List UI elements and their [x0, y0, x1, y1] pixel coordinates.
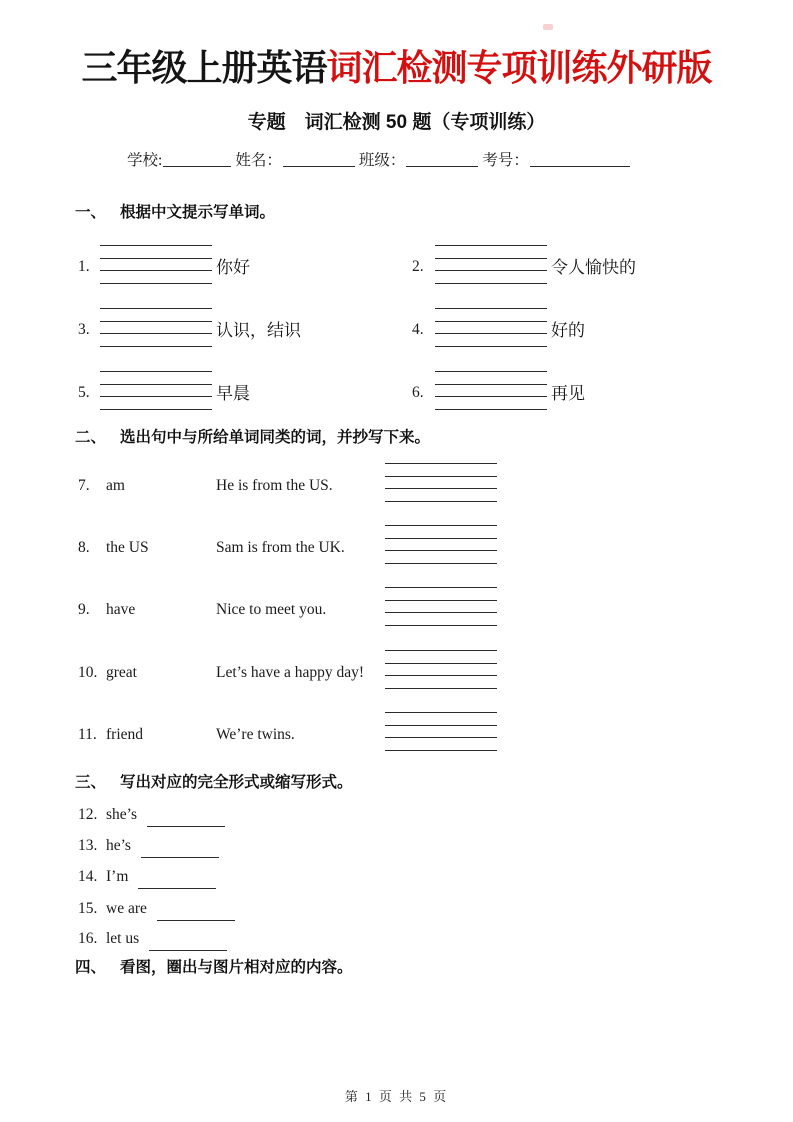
item-4-writing-grid — [435, 308, 547, 347]
item-5-hint: 早晨 — [216, 384, 250, 403]
class-label: 班级： — [358, 152, 406, 169]
item-16-row — [78, 930, 227, 948]
name-label: 姓名： — [235, 152, 282, 169]
item-11-number: 11. — [78, 726, 97, 743]
item-9-sentence: Nice to meet you. — [216, 601, 327, 618]
section-4-title: 看图，圈出与图片相对应的内容。 — [120, 959, 353, 976]
item-10-writing-grid — [385, 650, 497, 689]
item-9-number: 9. — [78, 601, 90, 618]
item-13-word: he’s — [106, 837, 131, 854]
item-2-hint: 令人愉快的 — [551, 258, 636, 277]
item-12-answer-blank — [147, 813, 225, 827]
section-3-number: 三、 — [75, 774, 107, 791]
item-10-word-group — [78, 664, 137, 682]
item-9-writing-grid — [385, 587, 497, 626]
section-1-number: 一、 — [75, 204, 107, 221]
item-10-word: great — [106, 664, 137, 681]
section-2-number: 二、 — [75, 429, 107, 446]
item-3-writing-grid — [100, 308, 212, 347]
item-8-word-group — [78, 539, 149, 557]
section-4-number: 四、 — [75, 959, 107, 976]
item-3-hint: 认识，结识 — [216, 321, 301, 340]
item-4-number: 4. — [412, 321, 424, 338]
item-14-number: 14. — [78, 868, 98, 885]
exam-no-blank — [530, 153, 630, 167]
item-5-number: 5. — [78, 384, 90, 401]
exam-no-label: 考号： — [482, 152, 529, 169]
item-15-row — [78, 900, 235, 918]
scan-speck — [543, 24, 553, 30]
section-1-title: 根据中文提示写单词。 — [120, 204, 276, 221]
item-16-answer-blank — [149, 937, 227, 951]
item-13-answer-blank — [141, 844, 219, 858]
item-8-writing-grid — [385, 525, 497, 564]
item-6-hint: 再见 — [551, 384, 585, 403]
item-10-sentence: Let’s have a happy day! — [216, 664, 365, 681]
item-12-word: she’s — [106, 806, 137, 823]
item-16-word: let us — [106, 930, 140, 947]
item-11-sentence: We’re twins. — [216, 726, 295, 743]
section-1-heading — [75, 203, 275, 223]
item-7-writing-grid — [385, 463, 497, 502]
item-4-hint: 好的 — [551, 321, 585, 340]
name-blank — [283, 153, 355, 167]
item-6-writing-grid — [435, 371, 547, 410]
item-11-writing-grid — [385, 712, 497, 751]
item-2-writing-grid — [435, 245, 547, 284]
item-10-number: 10. — [78, 664, 98, 681]
item-15-word: we are — [106, 900, 147, 917]
section-4-heading — [75, 958, 353, 978]
item-1-number: 1. — [78, 258, 90, 275]
item-1-hint: 你好 — [216, 258, 250, 277]
item-9-word: have — [106, 601, 136, 618]
section-2-title: 选出句中与所给单词同类的词，并抄写下来。 — [120, 429, 431, 446]
item-6-number: 6. — [412, 384, 424, 401]
school-label: 学校: — [127, 152, 163, 169]
item-1-writing-grid — [100, 245, 212, 284]
item-11-word: friend — [106, 726, 144, 743]
item-5-writing-grid — [100, 371, 212, 410]
item-14-answer-blank — [138, 875, 216, 889]
item-9-word-group — [78, 601, 135, 619]
item-8-number: 8. — [78, 539, 90, 556]
class-blank — [406, 153, 478, 167]
item-8-word: the US — [106, 539, 149, 556]
title-red-part: 词汇检测专项训练外研版 — [326, 48, 712, 88]
item-11-word-group — [78, 726, 143, 744]
item-15-answer-blank — [157, 907, 235, 921]
item-12-number: 12. — [78, 806, 98, 823]
item-13-number: 13. — [78, 837, 98, 854]
item-3-number: 3. — [78, 321, 90, 338]
page-footer: 第 1 页 共 5 页 — [344, 1089, 449, 1104]
item-15-number: 15. — [78, 900, 98, 917]
page-title — [0, 40, 793, 91]
item-2-number: 2. — [412, 258, 424, 275]
item-16-number: 16. — [78, 930, 98, 947]
subtitle: 专题 词汇检测 50 题（专项训练） — [247, 112, 546, 133]
title-black-part: 三年级上册英语 — [81, 48, 327, 88]
section-3-title: 写出对应的完全形式或缩写形式。 — [120, 774, 353, 791]
item-12-row — [78, 806, 225, 824]
school-blank — [163, 153, 231, 167]
item-14-word: I’m — [106, 868, 129, 885]
item-7-word: am — [106, 477, 125, 494]
item-7-sentence: He is from the US. — [216, 477, 333, 494]
item-8-sentence: Sam is from the UK. — [216, 539, 345, 556]
item-7-number: 7. — [78, 477, 90, 494]
item-14-row — [78, 868, 216, 886]
section-3-heading — [75, 773, 353, 793]
item-7-word-group — [78, 477, 125, 495]
student-info-line — [127, 150, 634, 172]
item-13-row — [78, 837, 219, 855]
section-2-heading — [75, 428, 430, 448]
